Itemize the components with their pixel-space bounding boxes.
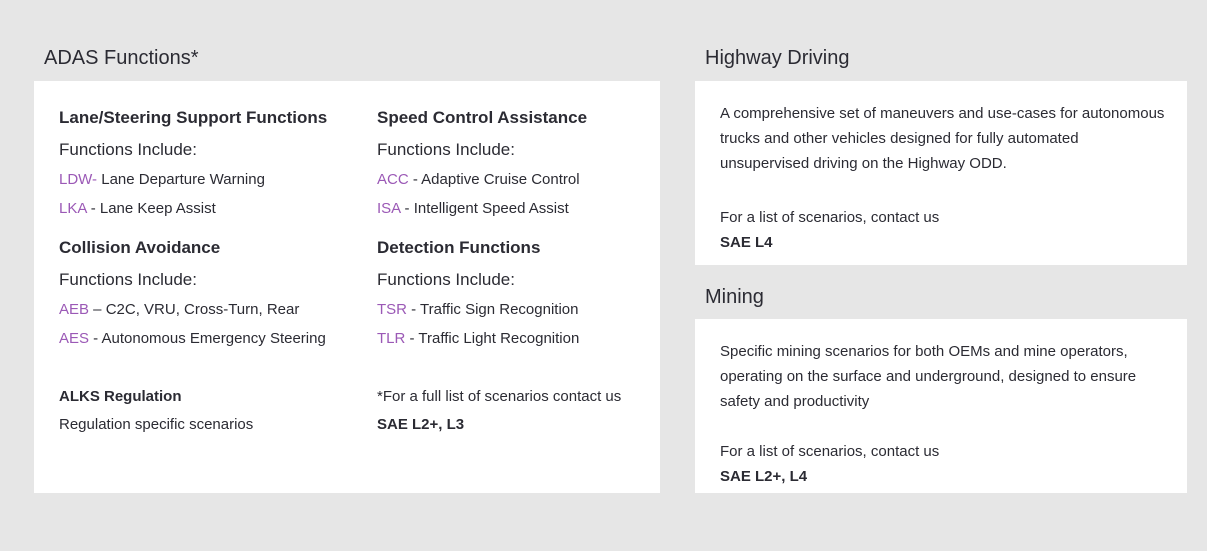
- aes-abbr: AES: [59, 330, 90, 347]
- mining-content: [720, 339, 1170, 489]
- lka-item: [59, 199, 359, 219]
- detection-heading: Detection Functions: [377, 238, 541, 257]
- highway-level: SAE L4: [720, 234, 773, 251]
- aeb-item: [59, 300, 359, 320]
- ldw-abbr: LDW-: [59, 171, 98, 188]
- ldw-item: [59, 170, 359, 190]
- tsr-text: - Traffic Sign Recognition: [407, 301, 579, 318]
- isa-item: [377, 199, 652, 219]
- isa-text: - Intelligent Speed Assist: [400, 200, 569, 217]
- tlr-item: [377, 329, 652, 349]
- adas-card: [34, 81, 660, 493]
- lka-text: - Lane Keep Assist: [86, 200, 216, 217]
- highway-content: [720, 101, 1170, 255]
- highway-card: [695, 81, 1187, 265]
- lane-steering-heading: Lane/Steering Support Functions: [59, 108, 328, 127]
- note-group: [377, 387, 652, 435]
- lane-steering-sub: Functions Include:: [59, 140, 197, 159]
- mining-level: SAE L2+, L4: [720, 468, 808, 485]
- tsr-abbr: TSR: [377, 301, 407, 318]
- aes-text: - Autonomous Emergency Steering: [89, 330, 326, 347]
- speed-sub: Functions Include:: [377, 140, 515, 159]
- highway-contact: For a list of scenarios, contact us: [720, 209, 940, 226]
- detection-sub: Functions Include:: [377, 270, 515, 289]
- aeb-abbr: AEB: [59, 301, 90, 318]
- alks-group: [59, 387, 359, 435]
- acc-abbr: ACC: [377, 171, 409, 188]
- tlr-text: - Traffic Light Recognition: [405, 330, 580, 347]
- speed-group: [377, 107, 652, 219]
- isa-abbr: ISA: [377, 200, 401, 217]
- tsr-item: [377, 300, 652, 320]
- collision-sub: Functions Include:: [59, 270, 197, 289]
- alks-heading: ALKS Regulation: [59, 388, 182, 405]
- acc-text: - Adaptive Cruise Control: [408, 171, 580, 188]
- note-text: *For a full list of scenarios contact us: [377, 388, 622, 405]
- aes-item: [59, 329, 359, 349]
- adas-title: ADAS Functions*: [44, 47, 199, 69]
- detection-group: [377, 237, 652, 349]
- lka-abbr: LKA: [59, 200, 87, 217]
- mining-title: Mining: [705, 286, 764, 308]
- mining-description: Specific mining scenarios for both OEMs and mine operators, operating on the surface and underground, designed to ensure safety and productivity: [720, 343, 1137, 410]
- acc-item: [377, 170, 652, 190]
- lane-steering-group: [59, 107, 359, 219]
- adas-left-column: [59, 107, 359, 435]
- highway-title: Highway Driving: [705, 47, 850, 69]
- collision-heading: Collision Avoidance: [59, 238, 221, 257]
- ldw-text: Lane Departure Warning: [97, 171, 265, 188]
- collision-group: [59, 237, 359, 349]
- mining-card: [695, 319, 1187, 493]
- aeb-text: – C2C, VRU, Cross-Turn, Rear: [89, 301, 300, 318]
- speed-heading: Speed Control Assistance: [377, 108, 588, 127]
- note-level: SAE L2+, L3: [377, 416, 465, 433]
- highway-description: A comprehensive set of maneuvers and use-cases for autonomous trucks and other vehicles designed for fully automated unsupervised driving on the Highway ODD.: [720, 105, 1165, 172]
- adas-right-column: [377, 107, 652, 435]
- mining-contact: For a list of scenarios, contact us: [720, 443, 940, 460]
- alks-text: Regulation specific scenarios: [59, 416, 254, 433]
- tlr-abbr: TLR: [377, 330, 406, 347]
